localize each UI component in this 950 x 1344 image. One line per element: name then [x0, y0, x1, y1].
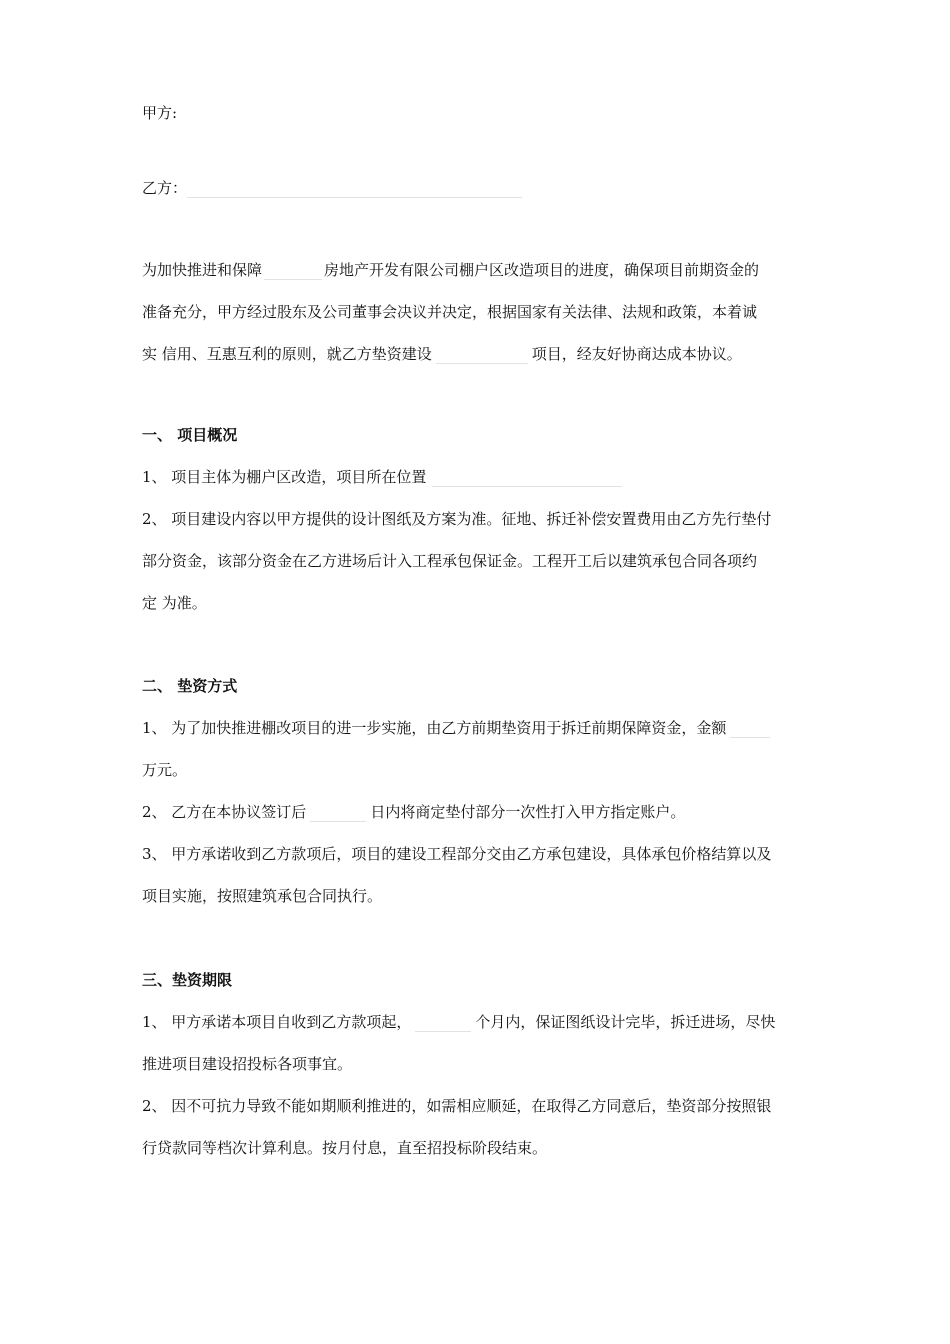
section-1-item-1 — [142, 467, 622, 487]
section-2-item-3-line-1 — [142, 844, 771, 864]
clause-text: 1、 项目主体为棚户区改造，项目所在位置 — [142, 468, 427, 486]
clause-text: 日内将商定垫付部分一次性打入甲方指定账户。 — [370, 803, 686, 821]
section-heading: 三、垫资期限 — [142, 971, 233, 989]
clause-text: 2、 因不可抗力导致不能如期顺利推进的，如需相应顺延，在取得乙方同意后，垫资部分按照银 — [142, 1097, 772, 1115]
party-a-line — [142, 103, 177, 123]
amount-blank[interactable] — [730, 721, 770, 738]
section-3-item-1-line-2 — [142, 1054, 352, 1074]
months-blank[interactable] — [415, 1015, 471, 1032]
section-2-heading — [142, 676, 237, 696]
section-heading: 二、 垫资方式 — [142, 677, 238, 695]
intro-text: 准备充分，甲方经过股东及公司董事会决议并决定，根据国家有关法律、法规和政策，本着诚 — [142, 303, 758, 321]
section-3-heading — [142, 970, 232, 990]
clause-text: 行贷款同等档次计算利息。按月付息，直至招投标阶段结束。 — [142, 1139, 548, 1157]
intro-text: 为加快推进和保障 — [142, 261, 263, 279]
party-b-label: 乙方： — [142, 179, 188, 197]
clause-text: 推进项目建设招投标各项事宜。 — [142, 1055, 353, 1073]
clause-text: 定 为准。 — [142, 594, 207, 612]
intro-text: 实 信用、互惠互利的原则，就乙方垫资建设 — [142, 345, 432, 363]
clause-text: 项目实施，按照建筑承包合同执行。 — [142, 887, 383, 905]
party-b-blank[interactable] — [187, 181, 522, 198]
intro-text: 房地产开发有限公司棚户区改造项目的进度，确保项目前期资金的 — [324, 261, 760, 279]
intro-text: 项目，经友好协商达成本协议。 — [531, 345, 742, 363]
clause-text: 3、 甲方承诺收到乙方款项后，项目的建设工程部分交由乙方承包建设，具体承包价格结算以及 — [142, 845, 772, 863]
section-2-item-3-line-2 — [142, 886, 382, 906]
party-b-line — [142, 178, 522, 198]
intro-line-2 — [142, 302, 757, 322]
section-2-item-1-line-1 — [142, 718, 770, 738]
section-2-item-2 — [142, 802, 685, 822]
clause-text: 1、 为了加快推进棚改项目的进一步实施，由乙方前期垫资用于拆迁前期保障资金，金额 — [142, 719, 727, 737]
section-3-item-1-line-1 — [142, 1012, 775, 1032]
clause-text: 部分资金，该部分资金在乙方进场后计入工程承包保证金。工程开工后以建筑承包合同各项约 — [142, 552, 758, 570]
location-blank[interactable] — [432, 470, 622, 487]
intro-line-1 — [142, 260, 759, 280]
clause-text: 个月内，保证图纸设计完毕，拆迁进场，尽快 — [475, 1013, 776, 1031]
section-heading: 一、 项目概况 — [142, 426, 238, 444]
section-3-item-2-line-2 — [142, 1138, 547, 1158]
section-3-item-2-line-1 — [142, 1096, 771, 1116]
section-1-item-2-line-1 — [142, 509, 771, 529]
intro-line-3 — [142, 344, 742, 364]
section-1-item-2-line-3 — [142, 593, 207, 613]
project-name-blank[interactable] — [436, 347, 528, 364]
clause-text: 1、 甲方承诺本项目自收到乙方款项起， — [142, 1013, 412, 1031]
days-blank[interactable] — [310, 805, 366, 822]
clause-text: 2、 项目建设内容以甲方提供的设计图纸及方案为准。征地、拆迁补偿安置费用由乙方先行垫付 — [142, 510, 772, 528]
clause-text: 万元。 — [142, 761, 188, 779]
section-2-item-1-line-2 — [142, 760, 187, 780]
company-name-blank[interactable] — [264, 263, 322, 280]
party-a-label: 甲方: — [142, 104, 178, 122]
section-1-heading — [142, 425, 237, 445]
clause-text: 2、 乙方在本协议签订后 — [142, 803, 307, 821]
section-1-item-2-line-2 — [142, 551, 757, 571]
